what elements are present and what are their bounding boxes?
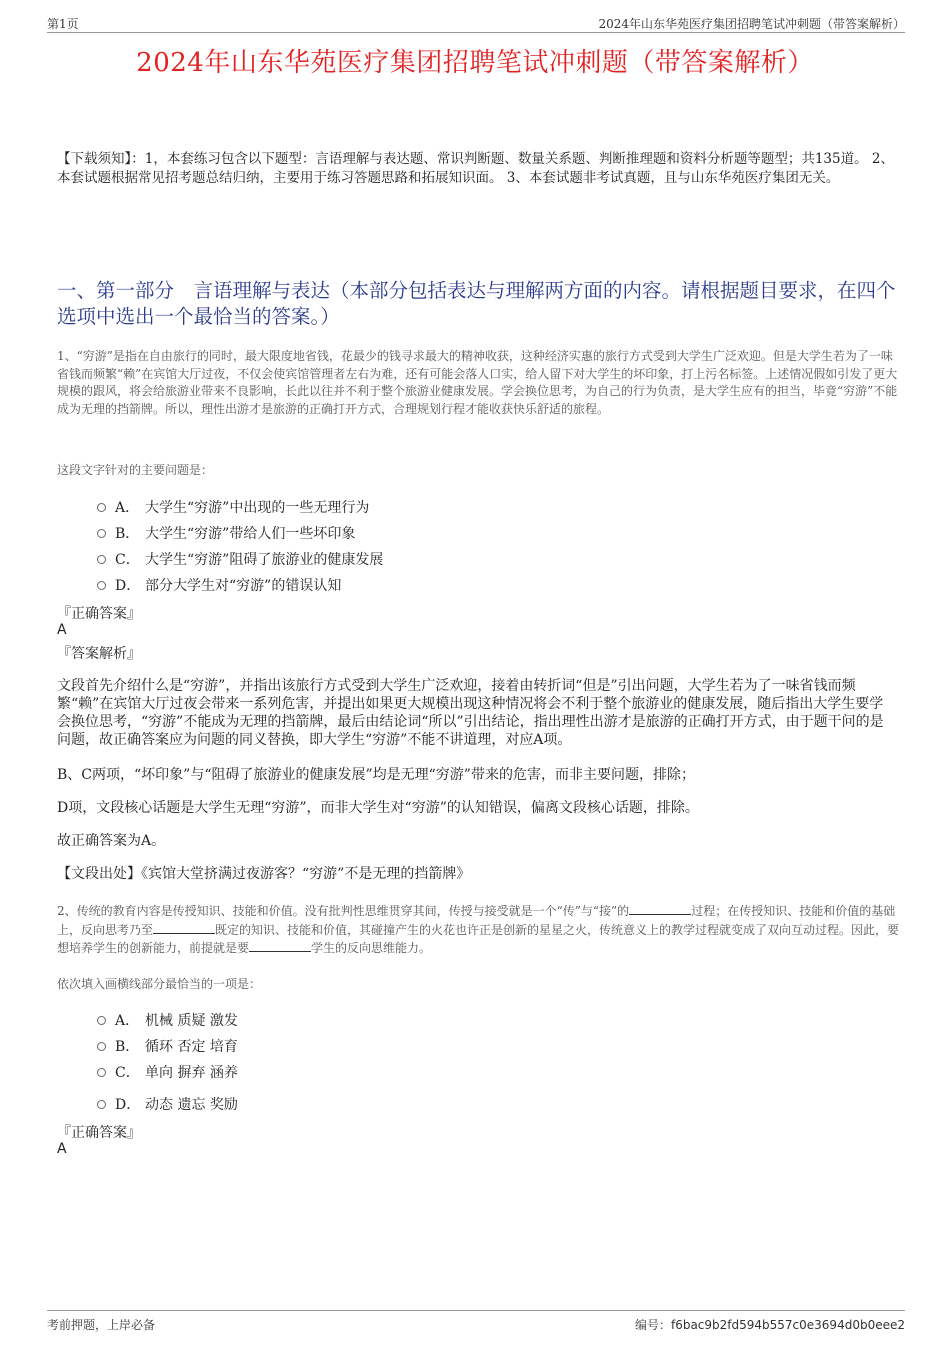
option-letter: A．	[115, 1013, 140, 1029]
question-2-text-part: 既定的知识、技能和价值，其碰撞产生的火花也许正是创新的星星之火，传统意义上的教学过程就变成了双向互动过程。因此，要想培养学生的创新能力，前提就是要	[57, 922, 900, 955]
code-value: f6bac9b2fd594b557c0e3694d0b0eee2	[670, 1318, 905, 1332]
option-letter: D．	[115, 578, 141, 594]
radio-icon[interactable]	[97, 529, 106, 538]
fill-blank	[629, 902, 691, 915]
page-number: 第1页	[47, 17, 79, 31]
question-2-text-part: 学生的反向思维能力。	[311, 941, 432, 955]
fill-blank	[153, 921, 215, 934]
radio-icon[interactable]	[97, 1068, 106, 1077]
option-letter: D．	[115, 1097, 141, 1113]
radio-icon[interactable]	[97, 503, 106, 512]
correct-answer-label: 『正确答案』	[57, 606, 141, 622]
footer-slogan: 考前押题，上岸必备	[47, 1318, 156, 1332]
option-letter: B．	[115, 1039, 140, 1055]
correct-answer: A	[57, 622, 67, 638]
correct-answer-label: 『正确答案』	[57, 1125, 141, 1141]
option-text: 部分大学生对“穷游”的错误认知	[145, 578, 342, 594]
analysis-label: 『答案解析』	[57, 646, 141, 662]
radio-icon[interactable]	[97, 1042, 106, 1051]
option-text: 机械 质疑 激发	[145, 1013, 238, 1029]
page-header	[47, 12, 905, 33]
option-text: 大学生“穷游”中出现的一些无理行为	[145, 500, 370, 516]
section-heading: 一、第一部分 言语理解与表达（本部分包括表达与理解两方面的内容。请根据题目要求，在四个选项中选出一个最恰当的答案。）	[57, 279, 896, 328]
option-text: 大学生“穷游”阻碍了旅游业的健康发展	[145, 552, 384, 568]
analysis-paragraph: 文段首先介绍什么是“穷游”，并指出该旅行方式受到大学生广泛欢迎，接着由转折词“但是”引出问题，大学生若为了一味省钱而频繁“赖”在宾馆大厅过夜会带来一系列危害，并提出如果更大规模出现这种情况将会不利于整个旅游业的健康发展，随后指出大学生要学会换位思考，“穷游”不能成为无理的挡箭牌，最后由结论词“所以”引出结论，指出理性出游才是旅游的正确打开方式，由于题干问的是问题，故正确答案应为问题的同义替换，即大学生“穷游”不能不讲道理，对应A项。	[57, 678, 884, 748]
question-2-text-part: 过程；在传授知识、技能和价值的基础上，反向思考乃至	[57, 904, 896, 937]
option-letter: C．	[115, 552, 140, 568]
passage-source: 【文段出处】《宾馆大堂挤满过夜游客？“穷游”不是无理的挡箭牌》	[57, 866, 471, 882]
correct-answer: A	[57, 1141, 67, 1157]
question-1-text: 1、“穷游”是指在自由旅行的同时，最大限度地省钱，花最少的钱寻求最大的精神收获，这种经济实惠的旅行方式受到大学生广泛欢迎。但是大学生若为了一味省钱而频繁“赖”在宾馆大厅过夜，不仅会使宾馆管理者左右为难，还有可能会落人口实，给人留下对大学生的坏印象，打上污名标签。上述情况假如引发了更大规模的跟风，将会给旅游业带来不良影响，长此以往并不利于整个旅游业健康发展。学会换位思考，为自己的行为负责，是大学生应有的担当，毕竟“穷游”不能成为无理的挡箭牌。所以，理性出游才是旅游的正确打开方式，合理规划行程才能收获快乐舒适的旅程。	[57, 349, 898, 416]
radio-icon[interactable]	[97, 1100, 106, 1109]
header-doc-title: 2024年山东华苑医疗集团招聘笔试冲刺题（带答案解析）	[598, 17, 905, 31]
option-text: 单向 摒弃 涵养	[145, 1065, 238, 1081]
option-text: 循环 否定 培育	[145, 1039, 238, 1055]
analysis-paragraph: B、C两项，“坏印象”与“阻碍了旅游业的健康发展”均是无理“穷游”带来的危害，而非主要问题，排除；	[57, 767, 695, 783]
radio-icon[interactable]	[97, 581, 106, 590]
document-title: 2024年山东华苑医疗集团招聘笔试冲刺题（带答案解析）	[136, 48, 814, 78]
analysis-paragraph: 故正确答案为A。	[57, 833, 166, 849]
option-letter: B．	[115, 526, 140, 542]
download-notice: 【下载须知】：1，本套练习包含以下题型：言语理解与表达题、常识判断题、数量关系题、判断推理题和资料分析题等题型；共135道。 2、本套试题根据常见招考题总结归纳，主要用于练习答题思路和拓展知识面。 3、本套试题非考试真题，且与山东华苑医疗集团无关。	[57, 151, 894, 186]
option-letter: C．	[115, 1065, 140, 1081]
option-letter: A．	[115, 500, 140, 516]
question-2-prompt: 依次填入画横线部分最恰当的一项是：	[57, 977, 262, 991]
option-text: 大学生“穷游”带给人们一些坏印象	[145, 526, 356, 542]
fill-blank	[249, 939, 311, 952]
option-text: 动态 遗忘 奖励	[145, 1097, 238, 1113]
radio-icon[interactable]	[97, 555, 106, 564]
question-1-prompt: 这段文字针对的主要问题是：	[57, 463, 214, 477]
question-2-text-part: 2、传统的教育内容是传授知识、技能和价值。没有批判性思维贯穿其间，传授与接受就是一个“传”与“接”的	[57, 904, 630, 918]
analysis-paragraph: D项，文段核心话题是大学生无理“穷游”，而非大学生对“穷游”的认知错误，偏离文段核心话题，排除。	[57, 800, 699, 816]
radio-icon[interactable]	[97, 1016, 106, 1025]
code-label: 编号：	[634, 1318, 671, 1332]
question-2-text	[57, 902, 902, 958]
document-code	[635, 1316, 905, 1333]
page-footer	[47, 1310, 905, 1335]
